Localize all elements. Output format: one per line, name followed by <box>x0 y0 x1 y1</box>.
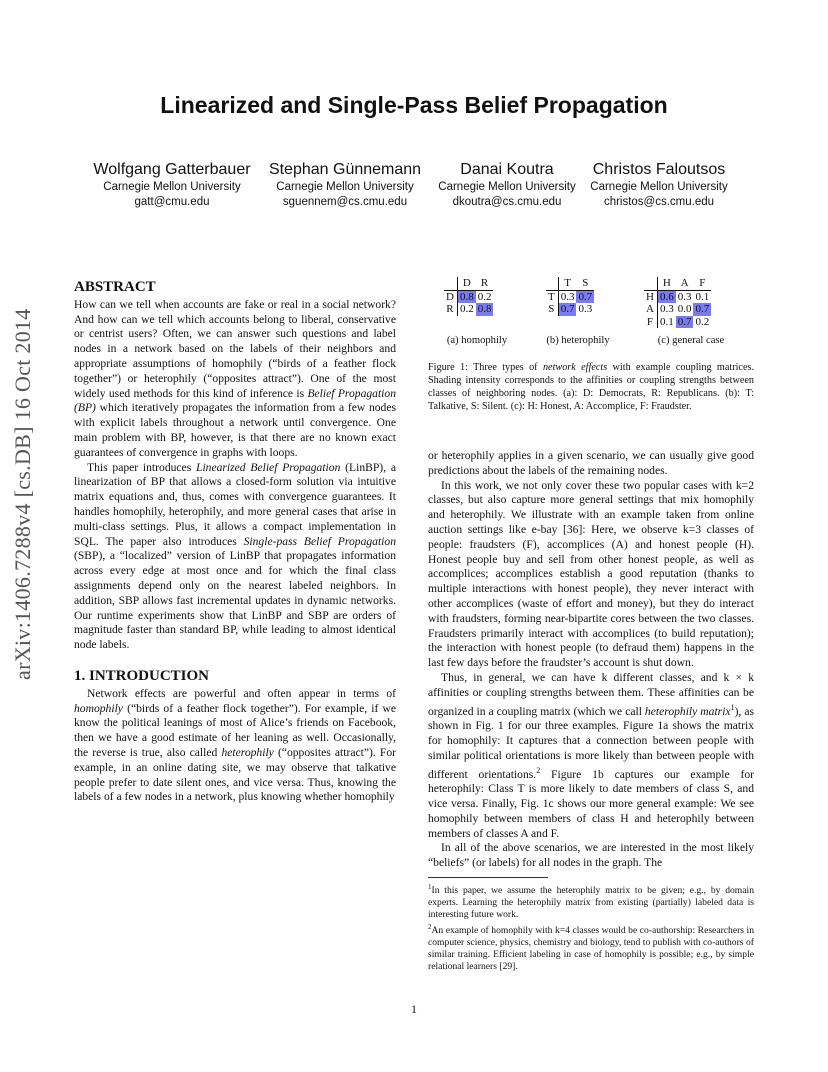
subfigure-caption: (c) general case <box>657 335 725 346</box>
left-column <box>74 280 396 805</box>
author-name: Christos Faloutsos <box>592 161 726 178</box>
matrix-cell: 0.6 <box>657 290 675 303</box>
figure-caption: Figure 1: Three types of network effects with example coupling matrices. Shading intensity corresponds to the affinities or coupling strengths between classes of neighboring nodes. (a): D: Democrats, R: Republicans. (b): T: Talkative, S: Silent. (c): H: Honest, A: Accomplice, F: Fraudster. <box>428 362 754 412</box>
author-name: Stephan Günnemann <box>268 161 422 178</box>
author-affiliation: Carnegie Mellon University <box>438 181 576 193</box>
matrix-cell: 0.3 <box>578 303 593 315</box>
matrix-cell: 0.7 <box>578 290 593 303</box>
matrix-row-label: D <box>444 290 457 303</box>
footnote: $^2$An example of homophily with k=4 classes would be co-authorship: Researchers in computer science, physics, chemistry and biology, tend to publish with co-authors of similar training. Efficient labeling in case of homophily is possible; e.g., by simple relational learners [29]. <box>428 923 754 973</box>
matrix-row-label: R <box>444 303 457 316</box>
author-email: sguennem@cs.cmu.edu <box>282 196 408 208</box>
matrix-column-label: S <box>576 277 594 290</box>
matrix-cell: 0.8 <box>457 290 475 303</box>
matrix-row-label: T <box>546 290 558 303</box>
author-affiliation: Carnegie Mellon University <box>276 181 414 193</box>
matrix-column-label: R <box>476 277 494 290</box>
figure-1 <box>428 277 754 413</box>
page-number: 1 <box>411 1002 417 1016</box>
matrix-corner <box>546 277 558 290</box>
matrix-cell: 0.0 <box>677 303 692 315</box>
abstract-heading: ABSTRACT <box>74 279 156 295</box>
matrix-corner <box>644 277 657 290</box>
matrix-row-label: A <box>644 303 657 316</box>
matrix-cell: 0.3 <box>659 303 674 315</box>
body-paragraph: Thus, in general, we can have k different classes, and k × k affinities or coupling strengths between them. These affinities can be organized in a coupling matrix (which we call heterophily matrix$^1$), as shown in Fig. 1 for our three examples. Figure 1a shows the matrix for homophily: It captures that a connection between people with similar political orientations is more likely than between people with different orientations.$^2$ Figure 1b captures our example for heterophily: Class T is more likely to date members of class S, and vice versa. Finally, Fig. 1c shows our more general example: We see homophily between members of class H and heterophily between members of classes A and F. <box>428 670 755 840</box>
matrix-cell: 0.1 <box>659 315 674 328</box>
matrix-row-label: F <box>644 316 657 329</box>
matrix-row-label: H <box>644 290 657 303</box>
author-affiliation: Carnegie Mellon University <box>103 181 241 193</box>
matrix-column-label: T <box>558 277 576 290</box>
subfigure-caption: (b) heterophily <box>546 335 610 346</box>
abstract-paragraph: This paper introduces Linearized Belief Propagation (LinBP), a linearization of BP that allows a closed-form solution via intuitive matrix equations and, thus, comes with convergence guarantees. It handles homophily, heterophily, and more general cases that arise in multi-class settings. Plus, it allows a compact implementation in SQL. The paper also introduces Single-pass Belief Propagation (SBP), a “localized” version of LinBP that propagates information across every edge at most once and for which the final class assignments depend only on the nearest labeled neighbors. In addition, SBP allows fast incremental updates in dynamic networks. Our runtime experiments show that LinBP and SBP are orders of magnitude faster than standard BP, while leading to almost identical node labels. <box>74 460 396 652</box>
abstract-paragraph: How can we tell when accounts are fake or real in a social network? And how can we tell which accounts belong to liberal, conservative or centrist users? Often, we can answer such questions and label nodes in a network based on the labels of their neighbors and appropriate assumptions of homophily (“birds of a feather flock together”) or heterophily (“opposites attract”). One of the most widely used methods for this kind of inference is Belief Propagation (BP) which iteratively propagates the information from a few nodes with explicit labels throughout a network until convergence. One main problem with BP, however, is that there are no known exact guarantees of convergence in graphs with loops. <box>74 297 397 459</box>
matrix-cell: 0.3 <box>560 290 575 303</box>
matrix-general-case <box>644 277 711 328</box>
author-name: Wolfgang Gatterbauer <box>93 161 251 178</box>
body-paragraph: In this work, we not only cover these two popular cases with k=2 classes, but also capture more general settings that mix homophily and heterophily. We illustrate with an example taken from online auction settings like e-bay [36]: Here, we observe k=3 classes of people: fraudsters (F), accomplices (A) and honest people (H). Honest people buy and sell from other honest people, as well as accomplices; accomplices establish a good reputation (thanks to multiple interactions with honest people), they never interact with other accomplices (waste of effort and money), but they do interact with fraudsters, forming near-bipartite cores between the two classes. Fraudsters primarily interact with accomplices (to build reputation); the interaction with honest people (to defraud them) happens in the last few days before the fraudster’s account is shut down. <box>428 478 754 670</box>
introduction-paragraph: Network effects are powerful and often appear in terms of homophily (“birds of a feather flock together”). For example, if we know the political leanings of most of Alice’s friends on Facebook, then we have a good estimate of her leaning as well. Occasionally, the reverse is true, also called heterophily (“opposites attract”). For example, in an online dating site, we may observe that talkative people prefer to date silent ones, and vice versa. Thus, knowing the labels of a few nodes in a network, plus knowing whether homophily <box>74 686 396 804</box>
paper-title: Linearized and Single-Pass Belief Propagation <box>160 92 668 118</box>
footnote-rule <box>428 877 548 878</box>
matrix-cell: 0.7 <box>677 315 692 328</box>
matrix-cell: 0.7 <box>695 303 710 315</box>
matrix-corner <box>444 277 457 290</box>
author-block <box>264 160 426 210</box>
matrix-column-label: D <box>457 277 475 290</box>
author-email: christos@cs.cmu.edu <box>603 196 715 208</box>
matrix-column-label: A <box>676 277 694 290</box>
matrix-cell: 0.7 <box>558 303 576 316</box>
author-name: Danai Koutra <box>460 161 554 178</box>
arxiv-stamp: arXiv:1406.7288v4 [cs.DB] 16 Oct 2014 <box>10 308 35 680</box>
author-email: gatt@cmu.edu <box>134 196 210 208</box>
matrix-homophily <box>444 277 493 316</box>
footnote: $^1$In this paper, we assume the heterophily matrix to be given; e.g., by domain experts. Learning the heterophily matrix from existing (partially) labeled data is interesting future work. <box>428 883 754 921</box>
matrix-cell: 0.1 <box>695 290 710 303</box>
author-block <box>432 160 582 210</box>
author-email: dkoutra@cs.cmu.edu <box>452 196 562 208</box>
body-paragraph: or heterophily applies in a given scenario, we can usually give good predictions about the labels of the remaining nodes. <box>428 449 754 477</box>
matrix-cell: 0.8 <box>477 303 492 315</box>
body-paragraph: In all of the above scenarios, we are interested in the most likely “beliefs” (or labels) for all nodes in the graph. The <box>428 841 754 870</box>
right-column <box>428 449 754 973</box>
matrix-column-label: F <box>693 277 711 290</box>
author-block <box>584 160 734 210</box>
author-affiliation: Carnegie Mellon University <box>590 181 728 193</box>
author-block <box>88 160 256 210</box>
introduction-heading: 1. INTRODUCTION <box>74 667 210 684</box>
matrix-heterophily <box>546 277 594 316</box>
matrix-column-label: H <box>657 277 675 290</box>
matrix-cell: 0.2 <box>695 315 710 328</box>
matrix-cell: 0.3 <box>677 290 692 303</box>
subfigure-caption: (a) homophily <box>446 335 508 346</box>
matrix-cell: 0.2 <box>477 290 492 303</box>
matrix-cell: 0.2 <box>459 303 474 315</box>
matrix-row-label: S <box>546 303 558 316</box>
